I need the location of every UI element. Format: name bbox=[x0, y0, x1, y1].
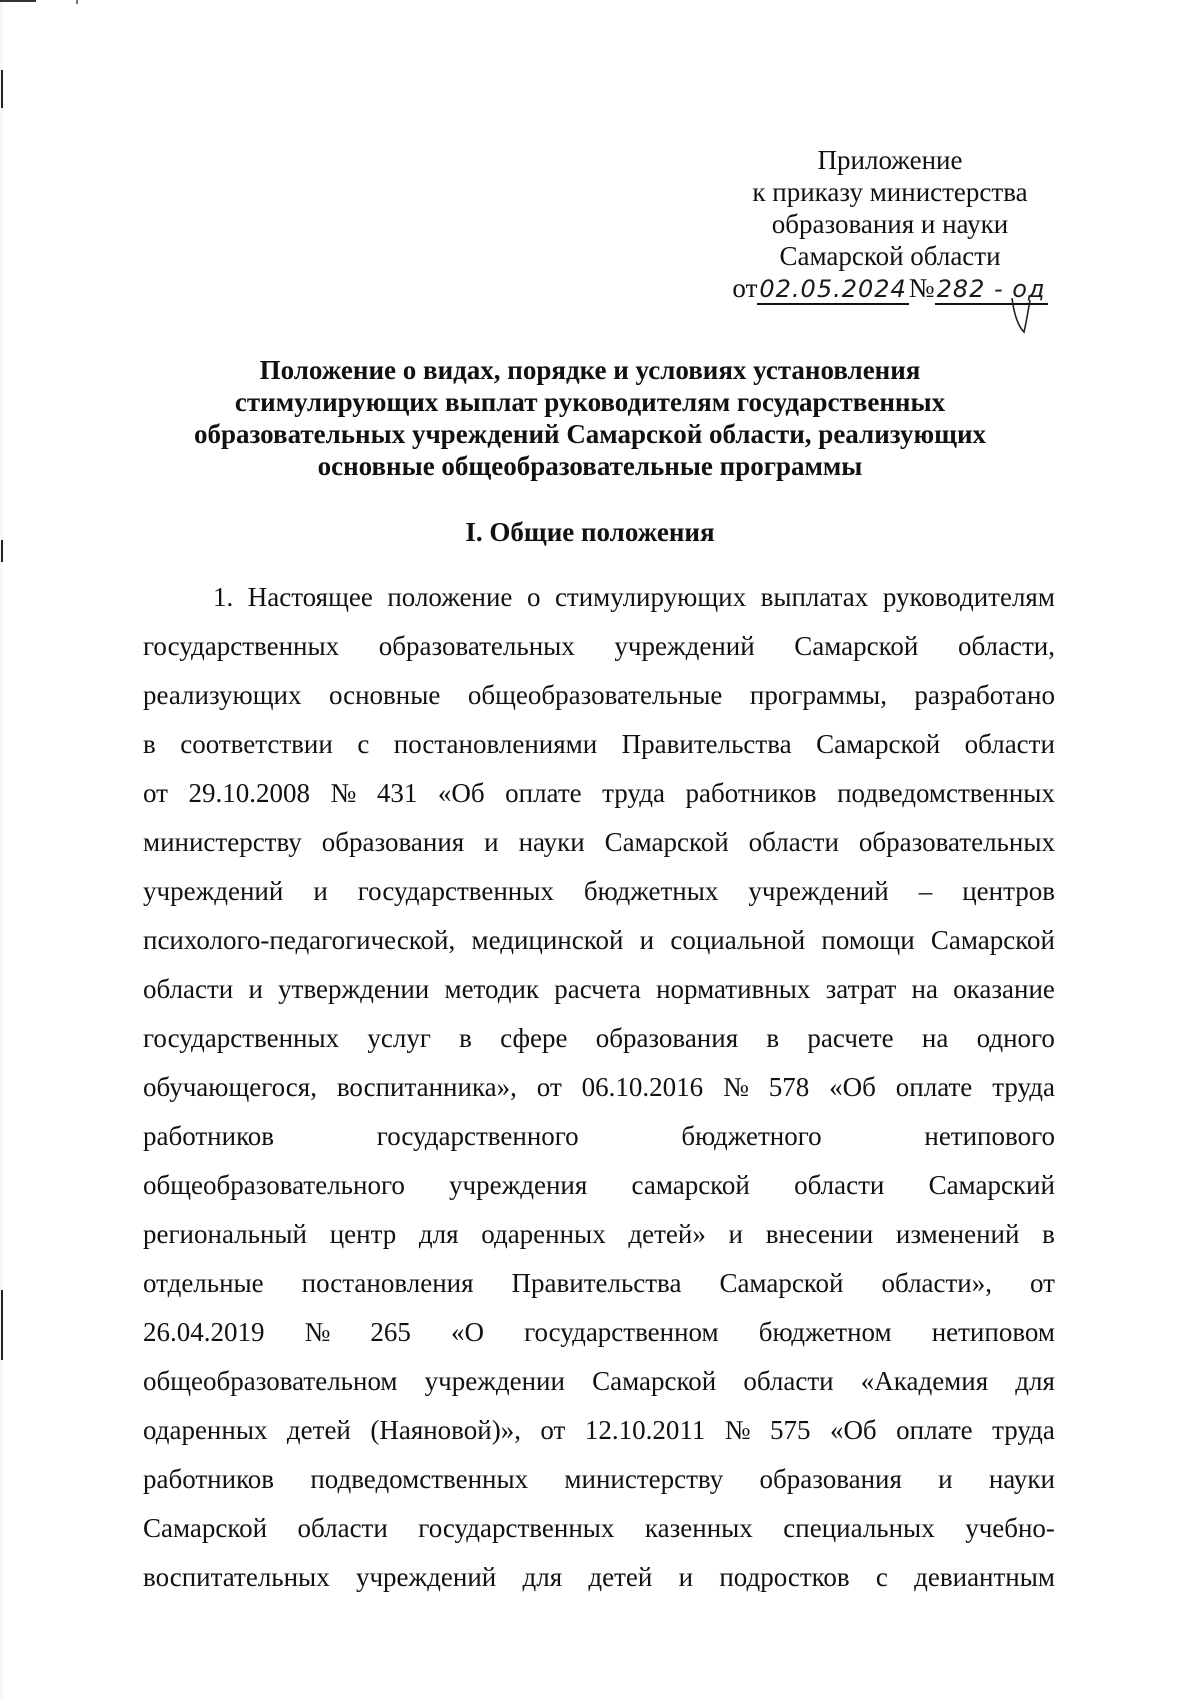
paragraph-line bbox=[143, 1014, 1055, 1063]
word: основные bbox=[328, 680, 441, 710]
paragraph-line bbox=[143, 965, 1055, 1014]
word: общеобразовательного bbox=[143, 1170, 405, 1200]
word: помощи bbox=[821, 925, 915, 955]
word: детей» bbox=[628, 1219, 706, 1249]
word: детей bbox=[286, 1415, 351, 1445]
word: учреждений bbox=[748, 876, 889, 906]
word: и bbox=[938, 1464, 953, 1494]
word: государственных bbox=[143, 1023, 340, 1053]
word: образования bbox=[759, 1464, 902, 1494]
word: от bbox=[143, 778, 168, 808]
word: науки bbox=[518, 827, 585, 857]
scan-edge bbox=[0, 0, 3, 1698]
number-sign: № bbox=[908, 273, 935, 303]
scan-artifact bbox=[0, 0, 36, 2]
word: 1. bbox=[213, 582, 234, 612]
word: психолого-педагогической, bbox=[143, 925, 456, 955]
word: «Об bbox=[829, 1072, 876, 1102]
word: для bbox=[522, 1562, 563, 1592]
word: образования bbox=[321, 827, 465, 857]
word: бюджетном bbox=[758, 1317, 892, 1347]
word: подростков bbox=[719, 1562, 850, 1592]
word: и bbox=[639, 925, 655, 955]
word: – bbox=[918, 876, 933, 906]
word: науки bbox=[988, 1464, 1055, 1494]
word: затрат bbox=[825, 974, 897, 1004]
word: центров bbox=[962, 876, 1055, 906]
paragraph-line bbox=[143, 1210, 1055, 1259]
paragraph-line bbox=[143, 1161, 1055, 1210]
word: (Наяновой)», bbox=[370, 1415, 521, 1445]
word: оплате bbox=[505, 778, 582, 808]
word: № bbox=[724, 1415, 751, 1445]
paragraph-line bbox=[143, 916, 1055, 965]
word: региональный bbox=[143, 1219, 308, 1249]
word: Самарской bbox=[604, 827, 729, 857]
word: «Академия bbox=[860, 1366, 989, 1396]
word: Самарской bbox=[592, 1366, 717, 1396]
word: на bbox=[921, 1023, 949, 1053]
paragraph-line bbox=[143, 1455, 1055, 1504]
word: труда bbox=[602, 778, 665, 808]
appendix-line: Приложение bbox=[817, 145, 963, 175]
word: образовательных bbox=[378, 631, 575, 661]
word: области bbox=[964, 729, 1055, 759]
word: № bbox=[330, 778, 357, 808]
word: обучающегося, bbox=[143, 1072, 317, 1102]
word: и bbox=[484, 827, 499, 857]
scan-artifact bbox=[76, 0, 78, 4]
word: внесении bbox=[765, 1219, 874, 1249]
word: от bbox=[540, 1415, 566, 1445]
word: оплате bbox=[895, 1072, 973, 1102]
word: расчете bbox=[807, 1023, 894, 1053]
word: расчета bbox=[554, 974, 641, 1004]
word: Самарский bbox=[928, 1170, 1055, 1200]
word: общеобразовательном bbox=[143, 1366, 398, 1396]
word: бюджетных bbox=[583, 876, 719, 906]
word: № bbox=[304, 1317, 331, 1347]
word: Правительства bbox=[621, 729, 792, 759]
paragraph-line bbox=[143, 573, 1055, 622]
word: Самарской bbox=[794, 631, 919, 661]
word: учреждений bbox=[143, 876, 284, 906]
word: бюджетного bbox=[681, 1121, 822, 1151]
word: социальной bbox=[670, 925, 806, 955]
word: положение bbox=[387, 582, 513, 612]
word: постановлениями bbox=[393, 729, 598, 759]
word: о bbox=[526, 582, 541, 612]
word: оплате bbox=[896, 1415, 973, 1445]
paragraph-line bbox=[143, 769, 1055, 818]
word: в bbox=[143, 729, 156, 759]
word: учебно- bbox=[965, 1513, 1055, 1543]
word: области bbox=[743, 1366, 834, 1396]
word: в bbox=[766, 1023, 780, 1053]
word: программы, bbox=[749, 680, 887, 710]
word: нормативных bbox=[656, 974, 811, 1004]
word: утверждении bbox=[278, 974, 430, 1004]
word: отдельные bbox=[143, 1268, 264, 1298]
word: и bbox=[678, 1562, 694, 1592]
paragraph-line bbox=[143, 1504, 1055, 1553]
word: области», bbox=[881, 1268, 993, 1298]
word: Правительства bbox=[511, 1268, 682, 1298]
word: детей bbox=[588, 1562, 653, 1592]
word: работников bbox=[143, 1464, 275, 1494]
word: 12.10.2011 bbox=[584, 1415, 706, 1445]
word: одаренных bbox=[143, 1415, 268, 1445]
word: и bbox=[728, 1219, 743, 1249]
word: самарской bbox=[631, 1170, 750, 1200]
word: оказание bbox=[953, 974, 1055, 1004]
word: образования bbox=[595, 1023, 739, 1053]
word: реализующих bbox=[143, 680, 302, 710]
word: воспитанника», bbox=[336, 1072, 517, 1102]
word: с bbox=[875, 1562, 888, 1592]
paragraph-line bbox=[143, 1406, 1055, 1455]
word: специальных bbox=[783, 1513, 935, 1543]
appendix-header bbox=[720, 144, 1060, 305]
paragraph-line bbox=[143, 671, 1055, 720]
word: государственных bbox=[357, 876, 554, 906]
word: государственных bbox=[143, 631, 340, 661]
word: 265 bbox=[370, 1317, 411, 1347]
word: в bbox=[459, 1023, 472, 1053]
word: 29.10.2008 bbox=[188, 778, 310, 808]
word: Самарской bbox=[816, 729, 941, 759]
word: разработано bbox=[914, 680, 1055, 710]
scan-artifact bbox=[1, 540, 3, 562]
appendix-line: Самарской области bbox=[779, 241, 1001, 271]
word: нетипового bbox=[924, 1121, 1055, 1151]
word: одного bbox=[976, 1023, 1055, 1053]
word: 26.04.2019 bbox=[143, 1317, 265, 1347]
handwritten-date: 02.05.2024 bbox=[759, 275, 907, 303]
word: образовательных bbox=[858, 827, 1055, 857]
word: одаренных bbox=[481, 1219, 606, 1249]
paragraph-line bbox=[143, 1308, 1055, 1357]
word: от bbox=[536, 1072, 562, 1102]
word: сфере bbox=[500, 1023, 568, 1053]
paragraph-line bbox=[143, 818, 1055, 867]
paragraph-line bbox=[143, 720, 1055, 769]
word: Самарской bbox=[930, 925, 1055, 955]
word: Самарской bbox=[143, 1513, 268, 1543]
word: подведомственных bbox=[837, 778, 1055, 808]
word: изменений bbox=[895, 1219, 1020, 1249]
date-prefix: от bbox=[732, 273, 758, 303]
word: «Об bbox=[829, 1415, 877, 1445]
word: на bbox=[911, 974, 938, 1004]
word: Настоящее bbox=[247, 582, 373, 612]
word: 06.10.2016 bbox=[581, 1072, 704, 1102]
paragraph-line bbox=[143, 1112, 1055, 1161]
word: области bbox=[297, 1513, 388, 1543]
word: области bbox=[748, 827, 839, 857]
word: государственном bbox=[524, 1317, 719, 1347]
word: министерству bbox=[143, 827, 302, 857]
word: общеобразовательные bbox=[467, 680, 723, 710]
word: нетиповом bbox=[931, 1317, 1055, 1347]
paragraph-line bbox=[143, 1063, 1055, 1112]
word: области bbox=[143, 974, 234, 1004]
title-line: стимулирующих выплат руководителям государственных bbox=[234, 387, 946, 417]
word: министерству bbox=[564, 1464, 724, 1494]
word: работников bbox=[685, 778, 817, 808]
word: труда bbox=[992, 1415, 1055, 1445]
order-date-number bbox=[732, 272, 1047, 305]
word: области, bbox=[957, 631, 1055, 661]
word: № bbox=[723, 1072, 749, 1102]
word: учреждении bbox=[424, 1366, 565, 1396]
scan-artifact bbox=[1, 70, 3, 108]
word: центр bbox=[329, 1219, 397, 1249]
word: и bbox=[313, 876, 328, 906]
handwritten-mark bbox=[1010, 296, 1032, 336]
handwritten-number: 282 - од bbox=[936, 275, 1046, 303]
word: девиантным bbox=[914, 1562, 1055, 1592]
word: государственных bbox=[418, 1513, 615, 1543]
word: от bbox=[1030, 1268, 1055, 1298]
scan-artifact bbox=[1, 1290, 3, 1360]
paragraph-line bbox=[143, 622, 1055, 671]
title-line: Положение о видах, порядке и условиях установления bbox=[259, 355, 921, 385]
word: Самарской bbox=[719, 1268, 844, 1298]
word: для bbox=[1015, 1366, 1055, 1396]
paragraph-1 bbox=[143, 573, 1055, 1602]
word: учреждений bbox=[614, 631, 755, 661]
word: 578 bbox=[768, 1072, 810, 1102]
word: казенных bbox=[644, 1513, 753, 1543]
word: подведомственных bbox=[310, 1464, 529, 1494]
paragraph-line bbox=[143, 1553, 1055, 1602]
title-line: основные общеобразовательные программы bbox=[317, 451, 863, 481]
word: «Об bbox=[437, 778, 485, 808]
word: соответствии bbox=[180, 729, 333, 759]
appendix-line: образования и науки bbox=[771, 209, 1009, 239]
appendix-line: к приказу министерства bbox=[752, 177, 1028, 207]
word: «О bbox=[451, 1317, 484, 1347]
word: методик bbox=[444, 974, 540, 1004]
word: в bbox=[1042, 1219, 1055, 1249]
word: труда bbox=[992, 1072, 1055, 1102]
word: постановления bbox=[301, 1268, 474, 1298]
word: стимулирующих bbox=[554, 582, 747, 612]
section-heading: I. Общие положения bbox=[465, 517, 715, 547]
paragraph-line bbox=[143, 867, 1055, 916]
word: для bbox=[418, 1219, 459, 1249]
word: с bbox=[357, 729, 370, 759]
word: медицинской bbox=[471, 925, 624, 955]
word: выплатах bbox=[760, 582, 869, 612]
word: руководителям bbox=[882, 582, 1055, 612]
word: учреждения bbox=[449, 1170, 588, 1200]
word: работников bbox=[143, 1121, 275, 1151]
word: и bbox=[248, 974, 263, 1004]
word: области bbox=[794, 1170, 885, 1200]
document-title bbox=[120, 354, 1060, 482]
word: услуг bbox=[367, 1023, 431, 1053]
paragraph-line bbox=[143, 1357, 1055, 1406]
paragraph-line bbox=[143, 1259, 1055, 1308]
word: воспитательных bbox=[143, 1562, 330, 1592]
word: учреждений bbox=[355, 1562, 497, 1592]
word: государственного bbox=[376, 1121, 579, 1151]
word: 431 bbox=[376, 778, 418, 808]
title-line: образовательных учреждений Самарской области, реализующих bbox=[193, 419, 987, 449]
word: 575 bbox=[769, 1415, 811, 1445]
